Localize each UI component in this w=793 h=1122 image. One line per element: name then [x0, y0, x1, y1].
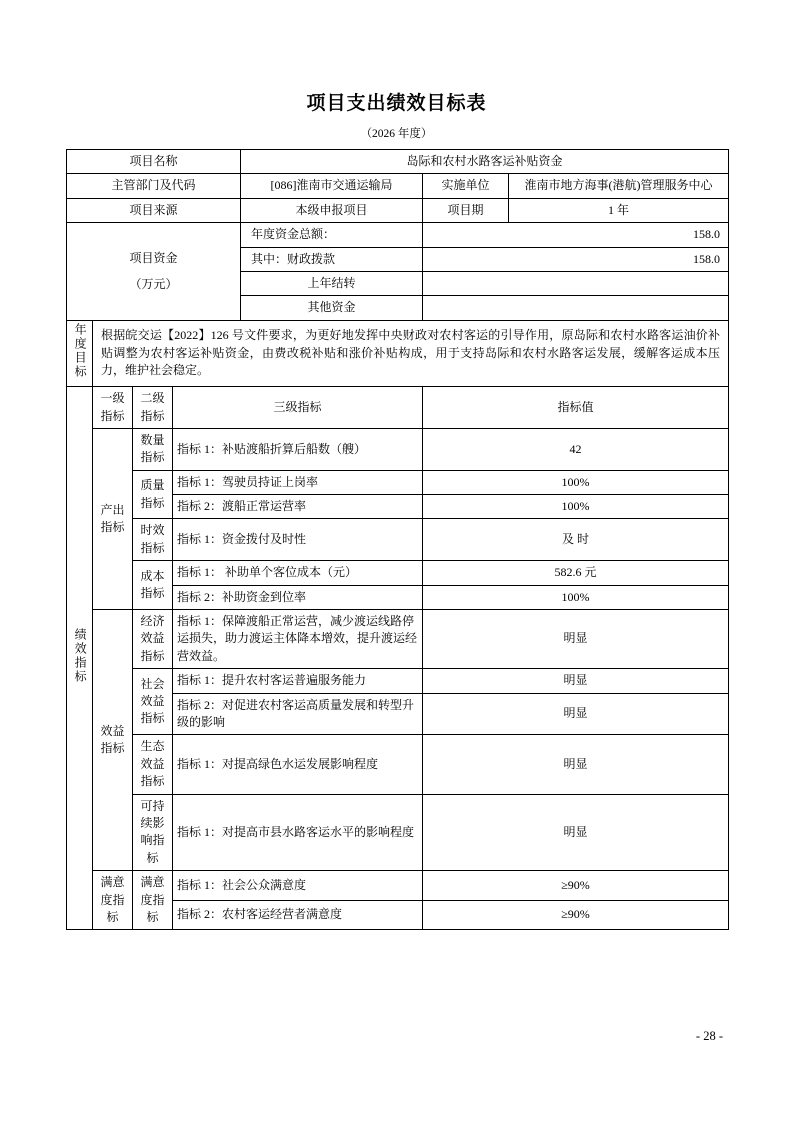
project-source-value: 本级申报项目	[241, 198, 423, 222]
annual-goal-label-text: 年度目标	[73, 322, 88, 379]
table-row	[67, 610, 729, 669]
table-row	[67, 794, 729, 871]
page-title: 项目支出绩效目标表	[306, 93, 487, 114]
column-header-level2: 二级指标	[133, 387, 173, 429]
project-name-value: 岛际和农村水路客运补贴资金	[241, 150, 729, 174]
page-subtitle: （2026 年度）	[360, 128, 433, 140]
level3-indicator: 指标 2：对促进农村客运高质量发展和转型升级的影响	[173, 693, 423, 735]
level2-timeliness: 时效指标	[133, 519, 173, 561]
indicator-value: 明显	[423, 693, 729, 735]
level2-ecological: 生态效益指标	[133, 735, 173, 794]
column-header-level1: 一级指标	[93, 387, 133, 429]
funds-row-name: 上年结转	[241, 271, 423, 295]
indicator-value: 及 时	[423, 519, 729, 561]
project-name-label: 项目名称	[67, 150, 241, 174]
project-source-label: 项目来源	[67, 198, 241, 222]
level3-indicator: 指标 1：社会公众满意度	[173, 871, 423, 901]
project-funds-unit-text: （万元）	[129, 277, 178, 292]
level1-output: 产出指标	[93, 428, 133, 609]
funds-row-value	[423, 271, 729, 295]
indicator-value: 582.6 元	[423, 561, 729, 585]
level3-indicator: 指标 2：渡船正常运营率	[173, 495, 423, 519]
project-funds-label-text: 项目资金	[129, 251, 178, 266]
implementing-unit-value: 淮南市地方海事(港航)管理服务中心	[509, 174, 729, 198]
implementing-unit-label: 实施单位	[423, 174, 509, 198]
level2-sustainable: 可持续影响指标	[133, 794, 173, 871]
level2-quantity: 数量指标	[133, 428, 173, 470]
indicator-value: 明显	[423, 794, 729, 871]
project-funds-label	[67, 223, 241, 321]
indicator-value: 100%	[423, 585, 729, 609]
column-header-value: 指标值	[423, 387, 729, 429]
level3-indicator: 指标 2：农村客运经营者满意度	[173, 900, 423, 930]
level1-benefit: 效益指标	[93, 610, 133, 871]
level3-indicator: 指标 1：驾驶员持证上岗率	[173, 470, 423, 494]
table-row	[67, 428, 729, 470]
performance-side-label	[67, 387, 93, 930]
table-row	[67, 150, 729, 174]
indicator-value: 100%	[423, 470, 729, 494]
level3-indicator: 指标 2：补助资金到位率	[173, 585, 423, 609]
indicator-value: 42	[423, 428, 729, 470]
level1-satisfaction: 满意度指标	[93, 871, 133, 930]
level2-social: 社会效益指标	[133, 669, 173, 735]
table-row	[67, 223, 729, 247]
funds-row-value	[423, 296, 729, 320]
annual-goal-label	[67, 320, 93, 386]
table-row	[67, 198, 729, 222]
performance-target-table	[66, 149, 729, 930]
page-number: - 28 -	[695, 1029, 723, 1043]
performance-side-label-text: 绩效指标	[73, 627, 88, 684]
level3-indicator: 指标 1：资金拨付及时性	[173, 519, 423, 561]
funds-row-name: 年度资金总额：	[241, 223, 423, 247]
table-row	[67, 871, 729, 901]
level2-satisfaction: 满意度指标	[133, 871, 173, 930]
indicator-value: 100%	[423, 495, 729, 519]
department-value: [086]淮南市交通运输局	[241, 174, 423, 198]
level3-indicator: 指标 1： 补助单个客位成本（元）	[173, 561, 423, 585]
funds-row-name: 其他资金	[241, 296, 423, 320]
table-row	[67, 387, 729, 429]
indicator-value: ≥90%	[423, 900, 729, 930]
project-period-label: 项目期	[423, 198, 509, 222]
table-row	[67, 320, 729, 386]
level3-indicator: 指标 1：提升农村客运普遍服务能力	[173, 669, 423, 693]
department-label	[67, 174, 241, 198]
department-label-text: 主管部门及代码	[111, 178, 196, 193]
project-period-value: 1 年	[509, 198, 729, 222]
indicator-value: 明显	[423, 669, 729, 693]
level3-indicator: 指标 1：保障渡船正常运营，减少渡运线路停运损失，助力渡运主体降本增效，提升渡运经营效益。	[173, 610, 423, 669]
table-row	[67, 470, 729, 494]
level2-cost: 成本指标	[133, 561, 173, 610]
table-row	[67, 735, 729, 794]
column-header-level3: 三级指标	[173, 387, 423, 429]
annual-goal-text: 根据皖交运【2022】126 号文件要求，为更好地发挥中央财政对农村客运的引导作用，原岛际和农村水路客运油价补贴调整为农村客运补贴资金，由费改税补贴和涨价补贴构成，用于支持岛际和农村水路客运发展，缓解客运成本压力，维护社会稳定。	[93, 320, 729, 386]
table-row	[67, 561, 729, 585]
indicator-value: ≥90%	[423, 871, 729, 901]
level2-economic: 经济效益指标	[133, 610, 173, 669]
level3-indicator: 指标 1：补贴渡船折算后船数（艘）	[173, 428, 423, 470]
funds-row-value: 158.0	[423, 247, 729, 271]
funds-row-name: 其中：财政拨款	[241, 247, 423, 271]
indicator-value: 明显	[423, 610, 729, 669]
funds-row-value: 158.0	[423, 223, 729, 247]
indicator-value: 明显	[423, 735, 729, 794]
table-row	[67, 669, 729, 693]
level3-indicator: 指标 1：对提高绿色水运发展影响程度	[173, 735, 423, 794]
table-row	[67, 519, 729, 561]
table-row	[67, 174, 729, 198]
level3-indicator: 指标 1：对提高市县水路客运水平的影响程度	[173, 794, 423, 871]
level2-quality: 质量指标	[133, 470, 173, 519]
